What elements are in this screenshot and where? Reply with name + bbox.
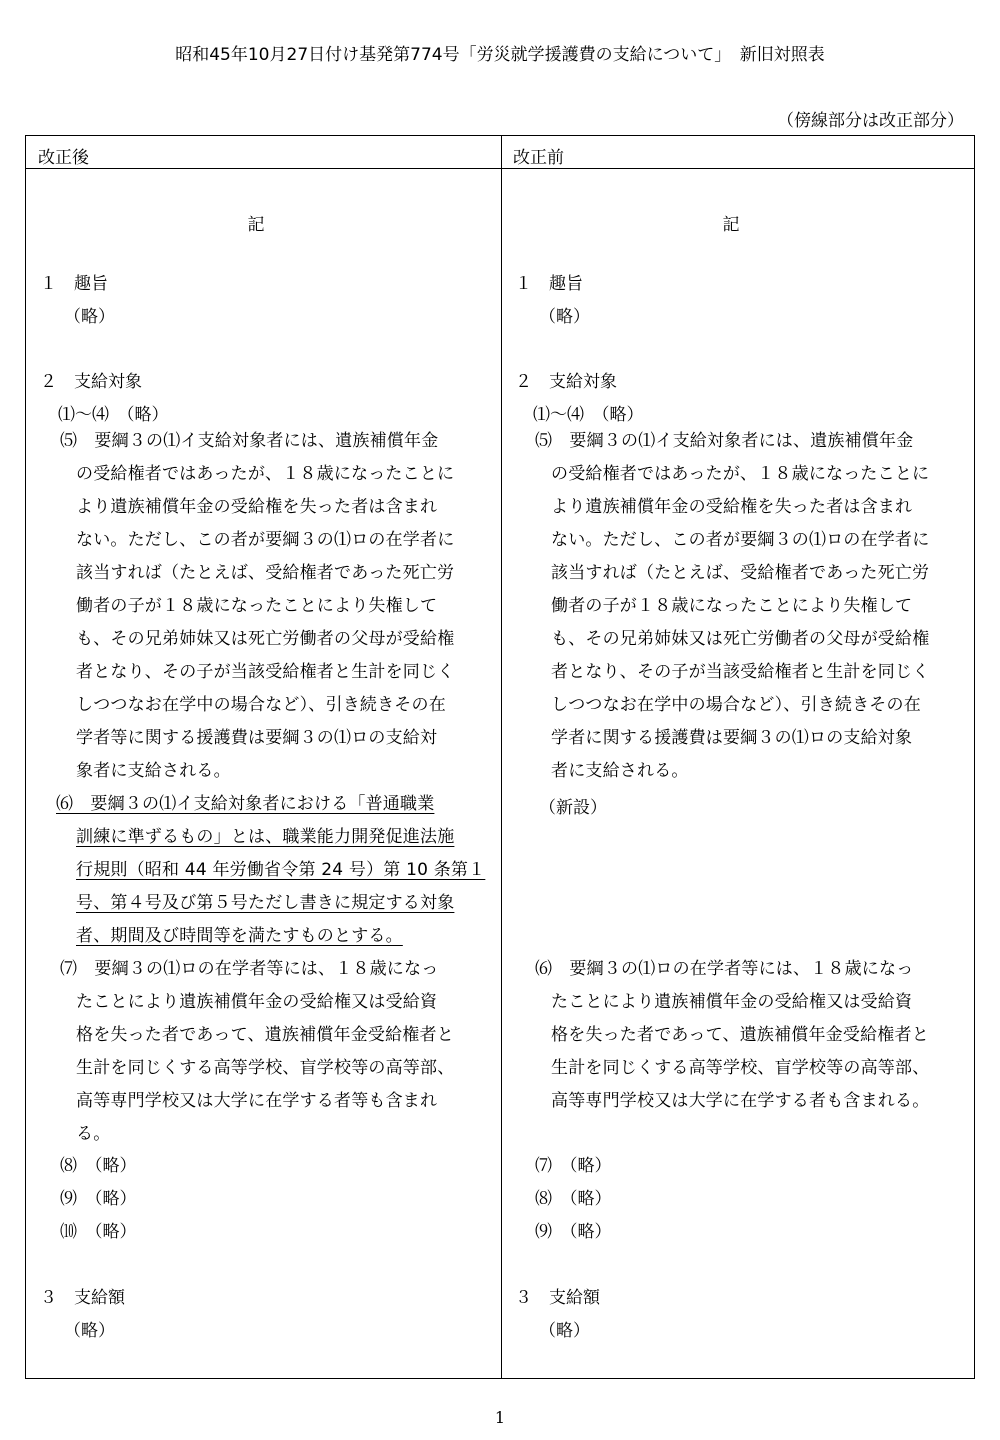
text-line: たことにより遺族補償年金の受給権又は受給資: [551, 992, 913, 1012]
section-2-heading: ２ 支給対象: [40, 372, 142, 392]
text-line: しつつなお在学中の場合など）、引き続きその在: [551, 695, 921, 715]
header-before: 改正前: [513, 148, 564, 168]
item-5-after: [60, 425, 520, 788]
column-after: [38, 170, 486, 1370]
text-line-underlined: 者、期間及び時間等を満たすものとする。: [76, 926, 403, 946]
item-9-after: ⑼ （略）: [60, 1189, 137, 1209]
text-line: の受給権者ではあったが、１８歳になったことに: [551, 464, 930, 484]
text-line: 働者の子が１８歳になったことにより失権して: [551, 596, 913, 616]
text-line: ⑸ 要綱３の⑴イ支給対象者には、遺族補償年金: [535, 431, 914, 451]
table-header-row: [26, 136, 974, 169]
text-line: ⑺ 要綱３の⑴ロの在学者等には、１８歳になっ: [60, 959, 439, 979]
text-line: より遺族補償年金の受給権を失った者は含まれ: [551, 497, 913, 517]
text-line: 者となり、その子が当該受給権者と生計を同じく: [76, 662, 455, 682]
text-line: 格を失った者であって、遺族補償年金受給権者と: [551, 1025, 929, 1045]
item-10-after: ⑽ （略）: [60, 1222, 137, 1242]
section-3-heading: ３ 支給額: [40, 1288, 125, 1308]
item-7-before: ⑺ （略）: [535, 1156, 612, 1176]
item-6-after-new: [56, 788, 516, 953]
document-title: 昭和45年10月27日付け基発第774号「労災就学援護費の支給について」 新旧対照表: [175, 45, 825, 65]
text-line: 生計を同じくする高等学校、盲学校等の高等部、: [76, 1058, 455, 1078]
page-number: 1: [494, 1408, 506, 1427]
text-line-underlined: 号、第４号及び第５号ただし書きに規定する対象: [76, 893, 455, 913]
item-9-before: ⑼ （略）: [535, 1222, 612, 1242]
text-line: 高等専門学校又は大学に在学する者も含まれる。: [551, 1091, 930, 1111]
text-line-underlined: ⑹ 要綱３の⑴イ支給対象者における「普通職業: [56, 794, 435, 814]
item-5-before: [535, 425, 995, 788]
text-line: ない。ただし、この者が要綱３の⑴ロの在学者に: [76, 530, 455, 550]
section-2-heading: ２ 支給対象: [515, 372, 617, 392]
section-1-heading: １ 趣旨: [40, 274, 108, 294]
new-item-placeholder: （新設）: [539, 798, 607, 818]
section-1-heading: １ 趣旨: [515, 274, 583, 294]
item-8-after: ⑻ （略）: [60, 1156, 137, 1176]
text-line: 高等専門学校又は大学に在学する者等も含まれ: [76, 1091, 438, 1111]
section-1-body: （略）: [539, 307, 590, 327]
text-line: の受給権者ではあったが、１８歳になったことに: [76, 464, 455, 484]
text-line: ⑸ 要綱３の⑴イ支給対象者には、遺族補償年金: [60, 431, 439, 451]
text-line: たことにより遺族補償年金の受給権又は受給資: [76, 992, 438, 1012]
item-7-after: [60, 953, 520, 1151]
text-line: 該当すれば（たとえば、受給権者であった死亡労: [551, 563, 930, 583]
ki-heading: 記: [722, 215, 740, 235]
section-3-body: （略）: [539, 1321, 590, 1341]
text-line: 者となり、その子が当該受給権者と生計を同じく: [551, 662, 930, 682]
text-line: 学者等に関する援護費は要綱３の⑴ロの支給対: [76, 728, 438, 748]
text-line: 生計を同じくする高等学校、盲学校等の高等部、: [551, 1058, 930, 1078]
underline-note: （傍線部分は改正部分）: [777, 111, 964, 131]
text-line: 格を失った者であって、遺族補償年金受給権者と: [76, 1025, 454, 1045]
text-line: しつつなお在学中の場合など）、引き続きその在: [76, 695, 446, 715]
item-8-before: ⑻ （略）: [535, 1189, 612, 1209]
text-line: ない。ただし、この者が要綱３の⑴ロの在学者に: [551, 530, 930, 550]
text-line: 学者に関する援護費は要綱３の⑴ロの支給対象: [551, 728, 913, 748]
section-3-body: （略）: [64, 1321, 115, 1341]
text-line: より遺族補償年金の受給権を失った者は含まれ: [76, 497, 438, 517]
section-3-heading: ３ 支給額: [515, 1288, 600, 1308]
text-line: も、その兄弟姉妹又は死亡労働者の父母が受給権: [551, 629, 930, 649]
item-6-before: [535, 953, 995, 1118]
column-before: [513, 170, 953, 1370]
section-1-body: （略）: [64, 307, 115, 327]
header-after: 改正後: [38, 148, 89, 168]
text-line-underlined: 行規則（昭和 44 年労働省令第 24 号）第 10 条第１: [76, 860, 486, 880]
comparison-table: [25, 135, 975, 1379]
text-line: も、その兄弟姉妹又は死亡労働者の父母が受給権: [76, 629, 455, 649]
section-2-sub1-4: ⑴～⑷ （略）: [58, 405, 169, 425]
section-2-sub1-4: ⑴～⑷ （略）: [533, 405, 644, 425]
text-line: る。: [76, 1124, 111, 1144]
text-line-underlined: 訓練に準ずるもの」とは、職業能力開発促進法施: [76, 827, 455, 847]
text-line: 該当すれば（たとえば、受給権者であった死亡労: [76, 563, 455, 583]
text-line: 者に支給される。: [551, 761, 689, 781]
text-line: ⑹ 要綱３の⑴ロの在学者等には、１８歳になっ: [535, 959, 914, 979]
text-line: 働者の子が１８歳になったことにより失権して: [76, 596, 438, 616]
ki-heading: 記: [247, 215, 265, 235]
text-line: 象者に支給される。: [76, 761, 231, 781]
